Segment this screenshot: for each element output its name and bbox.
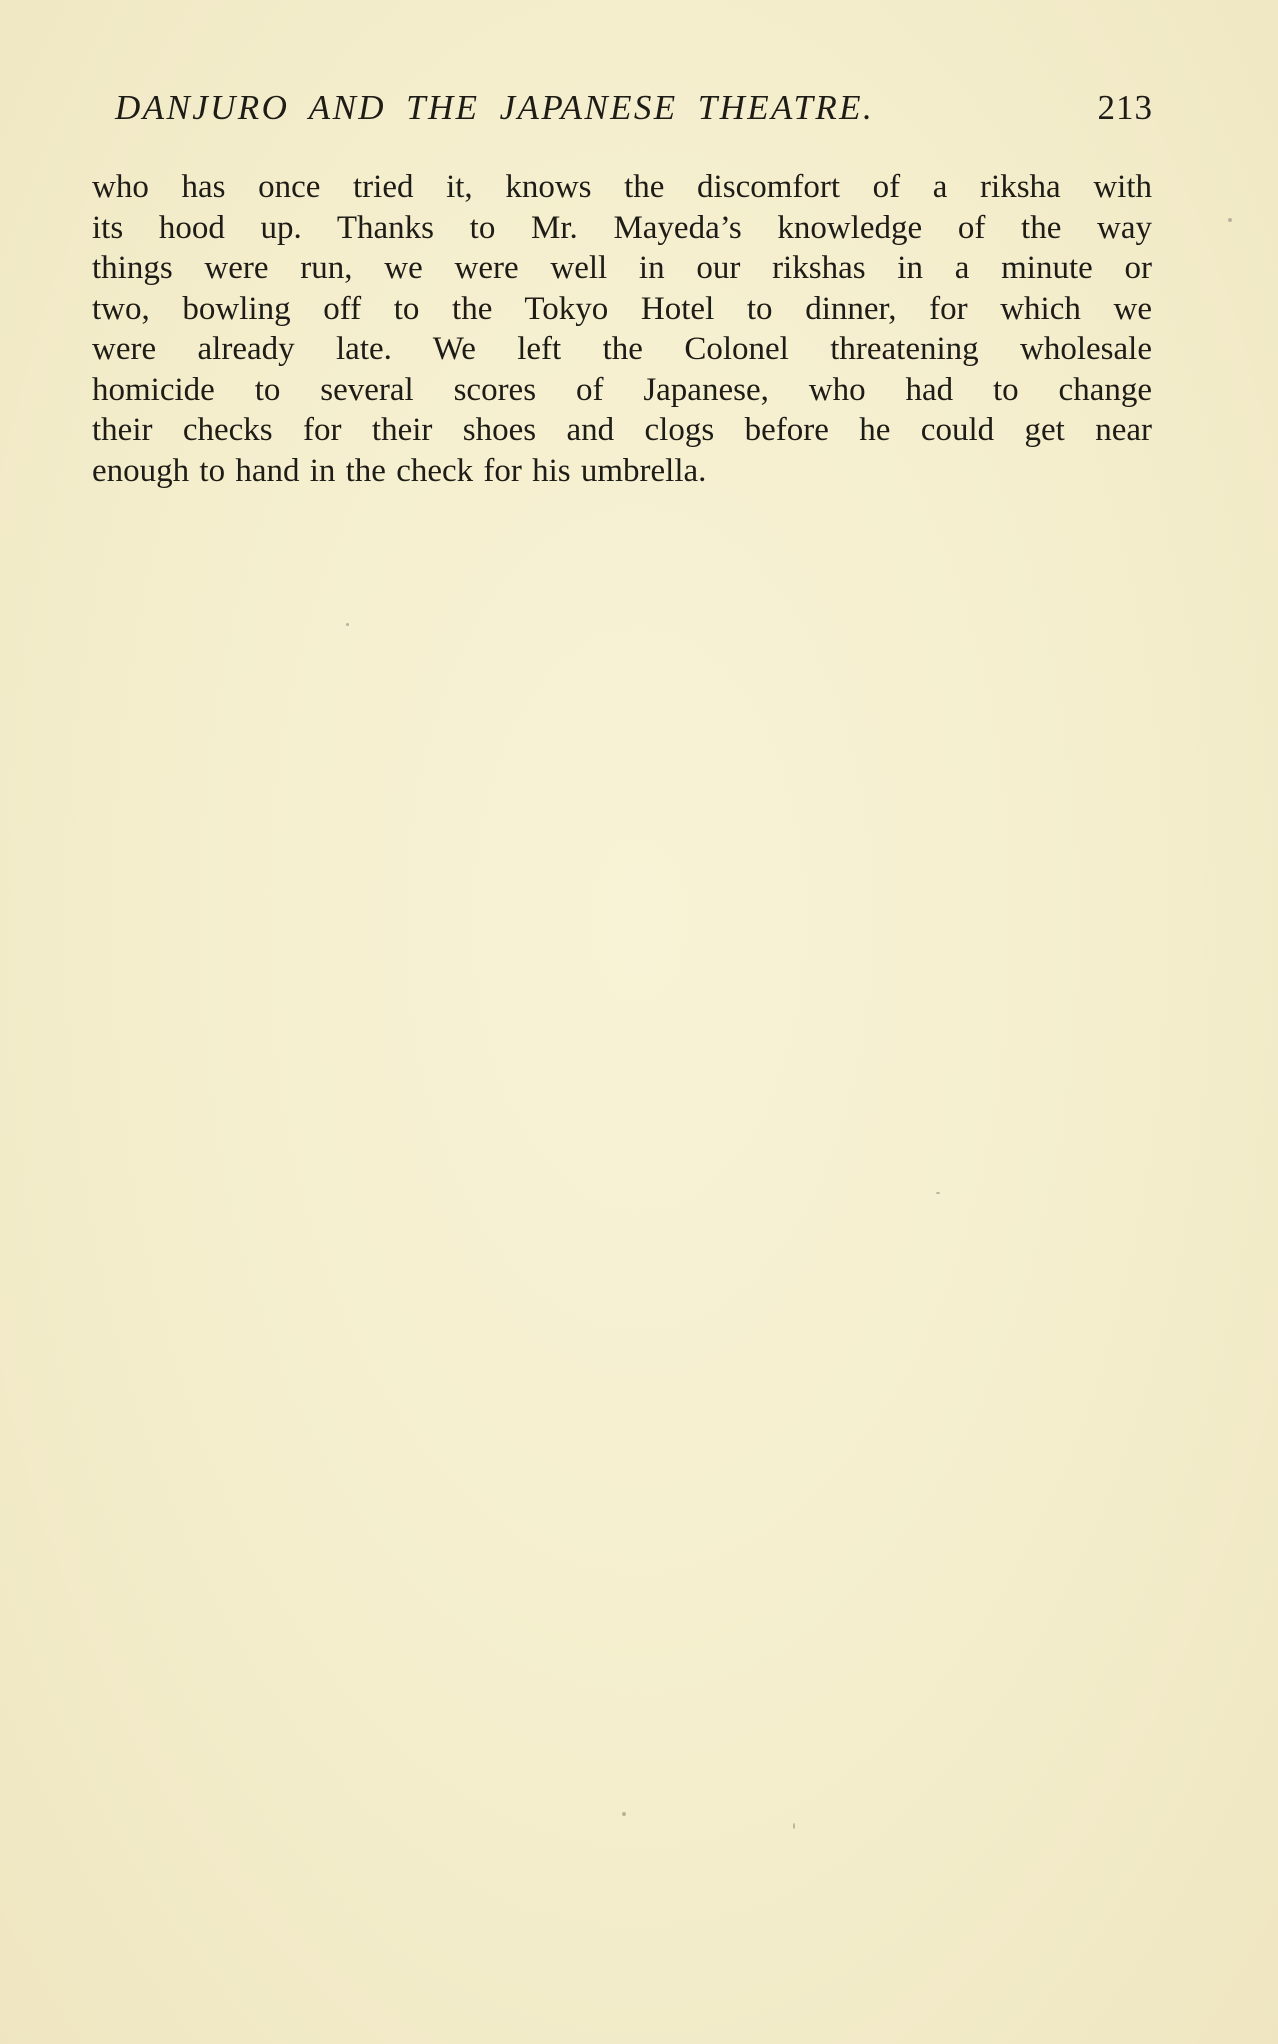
text-line: its hood up. Thanks to Mr. Mayeda’s knowledge of the way xyxy=(92,209,1152,246)
text-line: their checks for their shoes and clogs before he could get near xyxy=(92,412,1152,448)
text-line: homicide to several scores of Japanese, who had to change xyxy=(92,371,1152,408)
text-line: who has once tried it, knows the discomfort of a riksha with xyxy=(92,169,1152,205)
paper-speck xyxy=(793,1823,795,1829)
paper-speck xyxy=(346,623,349,626)
text-line: were already late. We left the Colonel threatening wholesale xyxy=(92,331,1152,367)
text-line: things were run, we were well in our rikshas in a minute or xyxy=(92,250,1152,286)
paper-speck xyxy=(1228,218,1232,222)
text-line: enough to hand in the check for his umbrella. xyxy=(92,452,707,489)
paper-speck xyxy=(622,1812,626,1816)
paper-speck xyxy=(936,1192,940,1194)
body-paragraph xyxy=(92,167,1152,491)
running-title: DANJURO AND THE JAPANESE THEATRE. xyxy=(115,88,875,127)
running-head xyxy=(115,88,1153,138)
page-number: 213 xyxy=(1097,88,1153,127)
text-line: two, bowling off to the Tokyo Hotel to dinner, for which we xyxy=(92,290,1152,327)
